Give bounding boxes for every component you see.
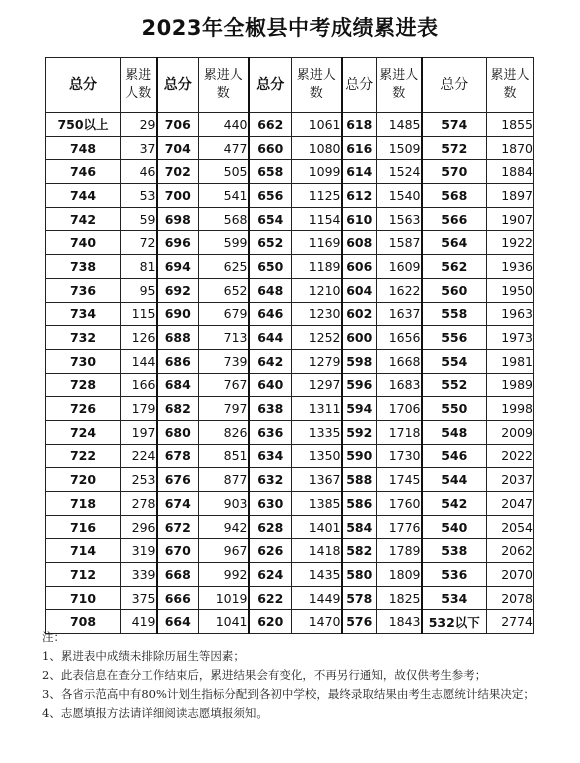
count-cell: 144 [121, 349, 157, 373]
score-cell: 618 [342, 113, 377, 137]
count-cell: 1335 [292, 420, 342, 444]
table-body [46, 113, 534, 634]
score-cell: 662 [249, 113, 292, 137]
score-cell: 732 [46, 326, 121, 350]
header-score: 总分 [422, 58, 487, 113]
count-cell: 1730 [377, 444, 422, 468]
score-cell: 708 [46, 610, 121, 634]
score-cell: 674 [157, 492, 199, 516]
count-cell: 1989 [487, 373, 534, 397]
count-cell: 477 [199, 136, 249, 160]
count-cell: 903 [199, 492, 249, 516]
table-row [46, 468, 534, 492]
count-cell: 166 [121, 373, 157, 397]
score-cell: 668 [157, 563, 199, 587]
score-cell: 546 [422, 444, 487, 468]
table-row [46, 184, 534, 208]
count-cell: 1169 [292, 231, 342, 255]
header-cumulative-count: 累进人数 [292, 58, 342, 113]
count-cell: 679 [199, 302, 249, 326]
score-cell: 566 [422, 207, 487, 231]
count-cell: 1936 [487, 255, 534, 279]
table-row [46, 563, 534, 587]
count-cell: 1897 [487, 184, 534, 208]
count-cell: 1789 [377, 539, 422, 563]
count-cell: 2009 [487, 420, 534, 444]
count-cell: 278 [121, 492, 157, 516]
score-cell: 710 [46, 586, 121, 610]
count-cell: 1509 [377, 136, 422, 160]
table-row [46, 515, 534, 539]
count-cell: 1367 [292, 468, 342, 492]
count-cell: 1297 [292, 373, 342, 397]
count-cell: 1855 [487, 113, 534, 137]
score-cell: 700 [157, 184, 199, 208]
header-cumulative-count: 累进人数 [199, 58, 249, 113]
count-cell: 2047 [487, 492, 534, 516]
score-cell: 720 [46, 468, 121, 492]
count-cell: 1080 [292, 136, 342, 160]
score-cell: 744 [46, 184, 121, 208]
score-cell: 712 [46, 563, 121, 587]
score-cell: 696 [157, 231, 199, 255]
count-cell: 29 [121, 113, 157, 137]
table-header-row [46, 58, 534, 113]
table-row [46, 444, 534, 468]
score-cell: 622 [249, 586, 292, 610]
score-cell: 652 [249, 231, 292, 255]
count-cell: 1210 [292, 278, 342, 302]
score-cell: 538 [422, 539, 487, 563]
table-row [46, 302, 534, 326]
score-cell: 542 [422, 492, 487, 516]
score-cell: 734 [46, 302, 121, 326]
score-cell: 562 [422, 255, 487, 279]
score-cell: 554 [422, 349, 487, 373]
count-cell: 1656 [377, 326, 422, 350]
note-line: 2、此表信息在查分工作结束后，累进结果会有变化，不再另行通知，故仅供考生参考； [42, 668, 487, 682]
count-cell: 1907 [487, 207, 534, 231]
score-cell: 698 [157, 207, 199, 231]
count-cell: 851 [199, 444, 249, 468]
score-cell: 534 [422, 586, 487, 610]
score-cell: 692 [157, 278, 199, 302]
header-cumulative-count: 累进人数 [487, 58, 534, 113]
table-row [46, 397, 534, 421]
count-cell: 1587 [377, 231, 422, 255]
score-cell: 730 [46, 349, 121, 373]
score-cell: 580 [342, 563, 377, 587]
score-cell: 644 [249, 326, 292, 350]
score-cell: 742 [46, 207, 121, 231]
count-cell: 826 [199, 420, 249, 444]
score-cell: 722 [46, 444, 121, 468]
score-cell: 608 [342, 231, 377, 255]
score-cell: 560 [422, 278, 487, 302]
table-row [46, 373, 534, 397]
table-row [46, 420, 534, 444]
count-cell: 419 [121, 610, 157, 634]
score-cell: 592 [342, 420, 377, 444]
score-cell: 666 [157, 586, 199, 610]
table-row [46, 136, 534, 160]
score-cell: 738 [46, 255, 121, 279]
count-cell: 296 [121, 515, 157, 539]
score-cell: 564 [422, 231, 487, 255]
score-cell: 536 [422, 563, 487, 587]
header-score: 总分 [157, 58, 199, 113]
score-cell: 590 [342, 444, 377, 468]
score-cell: 750以上 [46, 113, 121, 137]
score-cell: 672 [157, 515, 199, 539]
score-cell: 588 [342, 468, 377, 492]
count-cell: 2062 [487, 539, 534, 563]
score-cell: 544 [422, 468, 487, 492]
count-cell: 713 [199, 326, 249, 350]
count-cell: 1760 [377, 492, 422, 516]
score-cell: 626 [249, 539, 292, 563]
score-cell: 706 [157, 113, 199, 137]
count-cell: 1706 [377, 397, 422, 421]
table-row [46, 326, 534, 350]
count-cell: 2054 [487, 515, 534, 539]
count-cell: 505 [199, 160, 249, 184]
table-row [46, 492, 534, 516]
score-cell: 552 [422, 373, 487, 397]
notes-section [42, 628, 542, 723]
table-row [46, 586, 534, 610]
count-cell: 1922 [487, 231, 534, 255]
count-cell: 1668 [377, 349, 422, 373]
count-cell: 1809 [377, 563, 422, 587]
count-cell: 53 [121, 184, 157, 208]
count-cell: 37 [121, 136, 157, 160]
count-cell: 767 [199, 373, 249, 397]
score-cell: 726 [46, 397, 121, 421]
score-cell: 550 [422, 397, 487, 421]
score-cell: 602 [342, 302, 377, 326]
score-cell: 532以下 [422, 610, 487, 634]
count-cell: 1745 [377, 468, 422, 492]
score-cell: 594 [342, 397, 377, 421]
score-cell: 582 [342, 539, 377, 563]
count-cell: 1973 [487, 326, 534, 350]
score-cell: 614 [342, 160, 377, 184]
table-row [46, 160, 534, 184]
score-cell: 642 [249, 349, 292, 373]
count-cell: 1683 [377, 373, 422, 397]
count-cell: 942 [199, 515, 249, 539]
table-row [46, 113, 534, 137]
score-cell: 686 [157, 349, 199, 373]
score-cell: 716 [46, 515, 121, 539]
count-cell: 197 [121, 420, 157, 444]
score-cell: 596 [342, 373, 377, 397]
count-cell: 1435 [292, 563, 342, 587]
count-cell: 1099 [292, 160, 342, 184]
count-cell: 179 [121, 397, 157, 421]
count-cell: 1401 [292, 515, 342, 539]
score-cell: 718 [46, 492, 121, 516]
count-cell: 541 [199, 184, 249, 208]
count-cell: 1718 [377, 420, 422, 444]
score-cell: 604 [342, 278, 377, 302]
count-cell: 440 [199, 113, 249, 137]
score-cell: 648 [249, 278, 292, 302]
count-cell: 1279 [292, 349, 342, 373]
count-cell: 339 [121, 563, 157, 587]
score-cell: 702 [157, 160, 199, 184]
score-cell: 610 [342, 207, 377, 231]
score-cell: 548 [422, 420, 487, 444]
score-cell: 682 [157, 397, 199, 421]
count-cell: 1870 [487, 136, 534, 160]
count-cell: 375 [121, 586, 157, 610]
table-row [46, 255, 534, 279]
score-cell: 612 [342, 184, 377, 208]
count-cell: 1418 [292, 539, 342, 563]
count-cell: 253 [121, 468, 157, 492]
count-cell: 1963 [487, 302, 534, 326]
score-cell: 684 [157, 373, 199, 397]
count-cell: 967 [199, 539, 249, 563]
count-cell: 599 [199, 231, 249, 255]
count-cell: 115 [121, 302, 157, 326]
score-cell: 570 [422, 160, 487, 184]
score-cell: 540 [422, 515, 487, 539]
score-cell: 704 [157, 136, 199, 160]
score-cell: 632 [249, 468, 292, 492]
score-cell: 678 [157, 444, 199, 468]
note-line: 4、志愿填报方法请详细阅读志愿填报须知。 [42, 706, 268, 720]
score-cell: 598 [342, 349, 377, 373]
count-cell: 1776 [377, 515, 422, 539]
table-row [46, 231, 534, 255]
count-cell: 72 [121, 231, 157, 255]
count-cell: 1189 [292, 255, 342, 279]
count-cell: 652 [199, 278, 249, 302]
header-score: 总分 [46, 58, 121, 113]
score-cell: 690 [157, 302, 199, 326]
score-cell: 574 [422, 113, 487, 137]
count-cell: 1622 [377, 278, 422, 302]
count-cell: 1385 [292, 492, 342, 516]
count-cell: 1252 [292, 326, 342, 350]
count-cell: 1524 [377, 160, 422, 184]
score-cell: 728 [46, 373, 121, 397]
count-cell: 1825 [377, 586, 422, 610]
count-cell: 877 [199, 468, 249, 492]
score-cell: 656 [249, 184, 292, 208]
count-cell: 1540 [377, 184, 422, 208]
score-cell: 578 [342, 586, 377, 610]
score-cell: 646 [249, 302, 292, 326]
score-table [45, 57, 534, 634]
score-cell: 748 [46, 136, 121, 160]
count-cell: 625 [199, 255, 249, 279]
count-cell: 95 [121, 278, 157, 302]
score-cell: 630 [249, 492, 292, 516]
table-row [46, 278, 534, 302]
count-cell: 1350 [292, 444, 342, 468]
score-cell: 558 [422, 302, 487, 326]
score-cell: 576 [342, 610, 377, 634]
count-cell: 2774 [487, 610, 534, 634]
score-cell: 724 [46, 420, 121, 444]
score-cell: 660 [249, 136, 292, 160]
score-cell: 586 [342, 492, 377, 516]
score-cell: 688 [157, 326, 199, 350]
count-cell: 1950 [487, 278, 534, 302]
count-cell: 1609 [377, 255, 422, 279]
score-cell: 600 [342, 326, 377, 350]
score-cell: 628 [249, 515, 292, 539]
count-cell: 1470 [292, 610, 342, 634]
count-cell: 992 [199, 563, 249, 587]
score-cell: 736 [46, 278, 121, 302]
count-cell: 1884 [487, 160, 534, 184]
header-score: 总分 [249, 58, 292, 113]
score-cell: 714 [46, 539, 121, 563]
table-row [46, 539, 534, 563]
count-cell: 797 [199, 397, 249, 421]
count-cell: 81 [121, 255, 157, 279]
count-cell: 1843 [377, 610, 422, 634]
count-cell: 2070 [487, 563, 534, 587]
score-cell: 616 [342, 136, 377, 160]
header-cumulative-count: 累进人数 [121, 58, 157, 113]
score-cell: 650 [249, 255, 292, 279]
score-cell: 680 [157, 420, 199, 444]
score-cell: 740 [46, 231, 121, 255]
header-score: 总分 [342, 58, 377, 113]
count-cell: 1449 [292, 586, 342, 610]
count-cell: 224 [121, 444, 157, 468]
score-cell: 670 [157, 539, 199, 563]
count-cell: 46 [121, 160, 157, 184]
count-cell: 1998 [487, 397, 534, 421]
page-title: 2023年全椒县中考成绩累进表 [141, 16, 439, 40]
score-cell: 694 [157, 255, 199, 279]
score-cell: 638 [249, 397, 292, 421]
count-cell: 1019 [199, 586, 249, 610]
count-cell: 2022 [487, 444, 534, 468]
note-line: 注： [42, 630, 65, 644]
count-cell: 568 [199, 207, 249, 231]
score-cell: 664 [157, 610, 199, 634]
score-cell: 658 [249, 160, 292, 184]
score-cell: 624 [249, 563, 292, 587]
note-line: 3、各省示范高中有80%计划生指标分配到各初中学校，最终录取结果由考生志愿统计结果决定； [42, 687, 535, 701]
score-cell: 640 [249, 373, 292, 397]
score-cell: 636 [249, 420, 292, 444]
score-cell: 746 [46, 160, 121, 184]
count-cell: 1230 [292, 302, 342, 326]
header-cumulative-count: 累进人数 [377, 58, 422, 113]
count-cell: 126 [121, 326, 157, 350]
count-cell: 1154 [292, 207, 342, 231]
score-cell: 606 [342, 255, 377, 279]
score-cell: 634 [249, 444, 292, 468]
score-cell: 654 [249, 207, 292, 231]
count-cell: 739 [199, 349, 249, 373]
note-line: 1、累进表中成绩未排除历届生等因素； [42, 649, 245, 663]
count-cell: 1041 [199, 610, 249, 634]
count-cell: 1485 [377, 113, 422, 137]
count-cell: 1311 [292, 397, 342, 421]
score-cell: 572 [422, 136, 487, 160]
count-cell: 59 [121, 207, 157, 231]
score-cell: 584 [342, 515, 377, 539]
count-cell: 1061 [292, 113, 342, 137]
score-cell: 676 [157, 468, 199, 492]
count-cell: 1563 [377, 207, 422, 231]
count-cell: 319 [121, 539, 157, 563]
count-cell: 1637 [377, 302, 422, 326]
table-row [46, 207, 534, 231]
count-cell: 2078 [487, 586, 534, 610]
score-cell: 556 [422, 326, 487, 350]
count-cell: 2037 [487, 468, 534, 492]
score-cell: 620 [249, 610, 292, 634]
table-row [46, 349, 534, 373]
count-cell: 1125 [292, 184, 342, 208]
score-cell: 568 [422, 184, 487, 208]
count-cell: 1981 [487, 349, 534, 373]
